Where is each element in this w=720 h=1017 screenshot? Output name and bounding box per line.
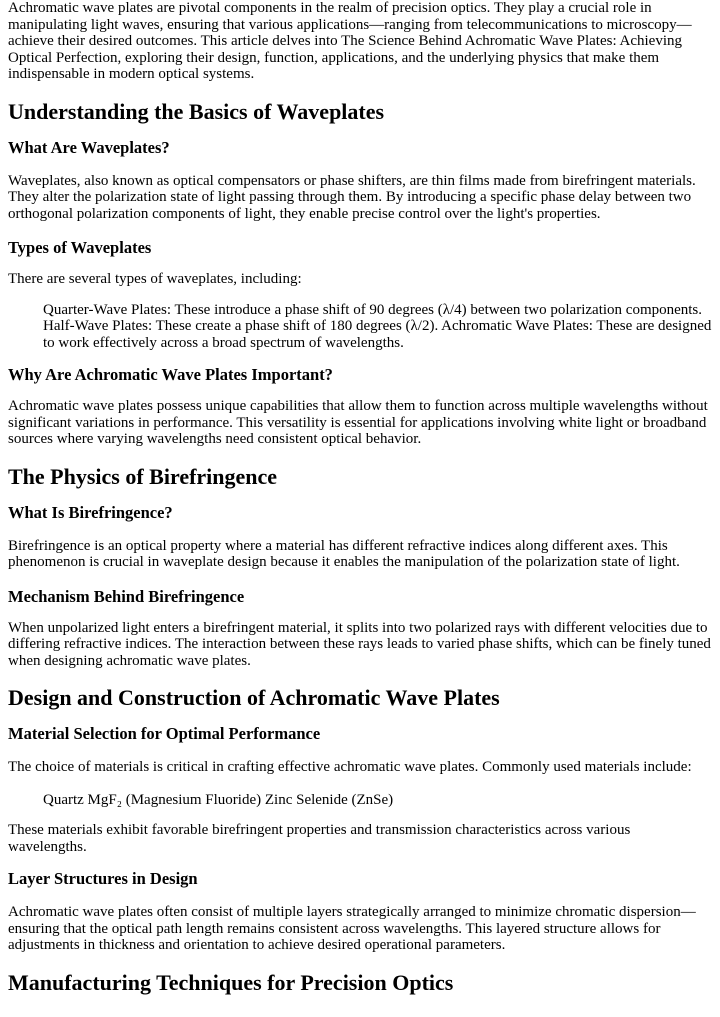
paragraph-types-of-waveplates: There are several types of waveplates, including: xyxy=(8,271,302,287)
section-heading-waveplate-basics: Understanding the Basics of Waveplates xyxy=(8,98,385,124)
section-heading-design-construction: Design and Construction of Achromatic Wave Plates xyxy=(8,685,500,710)
paragraph-layer-structures: Achromatic wave plates often consist of multiple layers strategically arranged to minimize chromatic dispersion—ensuring that the optical path length remains consistent across wavelengths. This layered structure allows for adjustments in thickness and orientation to achieve desired operational parameters. xyxy=(8,904,696,953)
subheading-why-achromatic-important: Why Are Achromatic Wave Plates Important? xyxy=(8,365,333,384)
subheading-types-of-waveplates: Types of Waveplates xyxy=(8,238,152,257)
paragraph-what-are-waveplates: Waveplates, also known as optical compensators or phase shifters, are thin films made from birefringent materials. They alter the polarization state of light passing through them. By introducing a specific phase delay between two orthogonal polarization components of light, they enable precise control over the light's properties. xyxy=(8,172,696,222)
section-heading-birefringence-physics: The Physics of Birefringence xyxy=(8,463,278,489)
list-types-of-waveplates: Quarter-Wave Plates: These introduce a phase shift of 90 degrees (λ/4) between two polarization components. Half-Wave Plates: These create a phase shift of 180 degrees (λ/2). Achromatic Wave Plates: These are designed to work effectively across a broad spectrum of wavelengths. xyxy=(43,301,712,351)
paragraph-what-is-birefringence: Birefringence is an optical property where a material has different refractive indices along different axes. This phenomenon is crucial in waveplate design because it enables the manipulation of the polarization state of light. xyxy=(8,537,680,570)
paragraph-birefringence-mechanism: When unpolarized light enters a birefringent material, it splits into two polarized rays with different velocities due to differing refractive indices. The interaction between these rays leads to varied phase shifts, which can be finely tuned when designing achromatic wave plates. xyxy=(8,619,711,669)
subheading-layer-structures: Layer Structures in Design xyxy=(8,869,198,888)
subheading-what-is-birefringence: What Is Birefringence? xyxy=(8,502,173,522)
paragraph-material-selection: The choice of materials is critical in crafting effective achromatic wave plates. Commonly used materials include: xyxy=(8,759,692,775)
paragraph-why-achromatic-important: Achromatic wave plates possess unique capabilities that allow them to function across multiple wavelengths without significant variations in performance. This versatility is essential for applications involving white light or broadband sources where varying wavelengths need consistent optical behavior. xyxy=(8,398,708,447)
intro-paragraph: Achromatic wave plates are pivotal components in the realm of precision optics. They play a crucial role in manipulating light waves, ensuring that various applications—ranging from telecommunications to microscopy—achieve their desired outcomes. This article delves into The Science Behind Achromatic Wave Plates: Achieving Optical Perfection, exploring their design, function, applications, and the underlying physics that make them indispensable in modern optical systems. xyxy=(8,0,692,82)
subheading-birefringence-mechanism: Mechanism Behind Birefringence xyxy=(8,586,245,606)
section-heading-manufacturing-techniques: Manufacturing Techniques for Precision Optics xyxy=(8,969,454,995)
paragraph-materials-summary: These materials exhibit favorable birefringent properties and transmission characteristics across various wavelengths. xyxy=(8,822,631,855)
subheading-material-selection: Material Selection for Optimal Performance xyxy=(8,724,321,743)
subheading-what-are-waveplates: What Are Waveplates? xyxy=(8,137,170,157)
list-materials: Quartz MgF₂ (Magnesium Fluoride) Zinc Selenide (ZnSe) xyxy=(43,791,394,808)
